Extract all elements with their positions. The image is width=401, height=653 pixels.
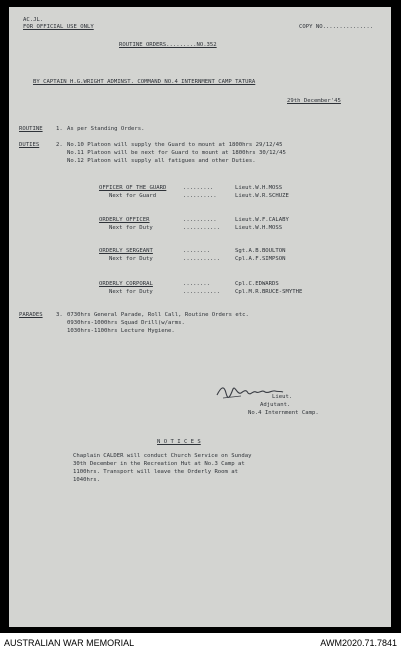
- role-title: ORDERLY SERGEANT: [99, 248, 153, 254]
- leader-dots: ...........: [183, 289, 221, 295]
- signatory-role: Adjutant.: [260, 402, 291, 408]
- role-assignee: Lieut.W.H.MOSS: [235, 185, 283, 191]
- leader-dots: ...........: [183, 225, 221, 231]
- leader-dots: ..........: [183, 193, 217, 199]
- next-assignee: Lieut.W.R.SCHUZE: [235, 193, 289, 199]
- role-assignee: Cpl.C.EDWARDS: [235, 281, 279, 287]
- notice-line: 1100hrs. Transport will leave the Orderly Room at: [73, 469, 239, 475]
- duties-label: DUTIES: [19, 142, 40, 148]
- leader-dots: ........: [183, 248, 210, 254]
- signatory-unit: No.4 Internment Camp.: [248, 410, 319, 416]
- document-title: ROUTINE ORDERS.........NO.352: [119, 42, 217, 48]
- security-classification: FOR OFFICIAL USE ONLY: [23, 24, 94, 30]
- parades-label: PARADES: [19, 312, 43, 318]
- routine-text: As per Standing Orders.: [67, 126, 145, 132]
- routine-number: 1.: [56, 126, 63, 132]
- routine-label: ROUTINE: [19, 126, 43, 132]
- notice-line: 1040hrs.: [73, 477, 100, 483]
- role-title: ORDERLY OFFICER: [99, 217, 150, 223]
- notices-heading: N O T I C E S: [157, 439, 201, 445]
- next-assignee: Cpl.A.F.SIMPSON: [235, 256, 286, 262]
- copy-number: COPY NO...............: [299, 24, 374, 30]
- leader-dots: ..........: [183, 217, 217, 223]
- archive-name: AUSTRALIAN WAR MEMORIAL: [4, 638, 135, 648]
- next-assignee: Cpl.M.R.BRUCE-SMYTHE: [235, 289, 303, 295]
- role-assignee: Lieut.W.F.CALABY: [235, 217, 289, 223]
- next-assignee: Lieut.W.H.MOSS: [235, 225, 283, 231]
- notice-line: Chaplain CALDER will conduct Church Service on Sunday: [73, 453, 252, 459]
- accession-number: AWM2020.71.7841: [320, 638, 397, 648]
- notice-line: 30th December in the Recreation Hut at No.3 Camp at: [73, 461, 245, 467]
- next-label: Next for Guard: [109, 193, 157, 199]
- duties-line: No.12 Platoon will supply all fatigues and other Duties.: [67, 158, 256, 164]
- parades-line: 0730hrs General Parade, Roll Call, Routine Orders etc.: [67, 312, 249, 318]
- duties-line: No.10 Platoon will supply the Guard to mount at 1800hrs 29/12/45: [67, 142, 283, 148]
- leader-dots: ...........: [183, 256, 221, 262]
- issuer-line: BY CAPTAIN H.G.WRIGHT ADMINST. COMMAND NO.4 INTERNMENT CAMP TATURA: [33, 79, 256, 85]
- next-label: Next for Duty: [109, 289, 153, 295]
- archive-footer: [0, 633, 401, 653]
- role-assignee: Sgt.A.B.BOULTON: [235, 248, 286, 254]
- next-label: Next for Duty: [109, 256, 153, 262]
- leader-dots: .........: [183, 185, 214, 191]
- leader-dots: ........: [183, 281, 210, 287]
- parades-line: 1030hrs-1100hrs Lecture Hygiene.: [67, 328, 175, 334]
- order-date: 29th December'45: [287, 98, 341, 104]
- duties-line: No.11 Platoon will be next for Guard to mount at 1800hrs 30/12/45: [67, 150, 286, 156]
- role-title: OFFICER OF THE GUARD: [99, 185, 167, 191]
- parades-number: 3.: [56, 312, 63, 318]
- signatory-rank: Lieut.: [272, 394, 293, 400]
- next-label: Next for Duty: [109, 225, 153, 231]
- reference-code: AC.JL.: [23, 17, 44, 23]
- document-page: [9, 7, 391, 627]
- role-title: ORDERLY CORPORAL: [99, 281, 153, 287]
- parades-line: 0930hrs-1000hrs Squad Drill(w/arms.: [67, 320, 185, 326]
- duties-number: 2.: [56, 142, 63, 148]
